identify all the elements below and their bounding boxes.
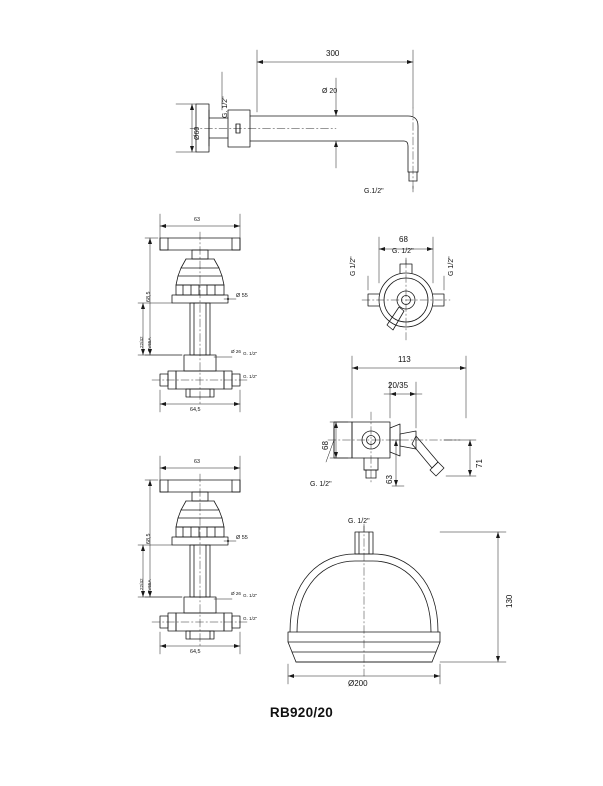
dim-valve-lower-wall-range: CV65A (147, 579, 152, 594)
dim-arm-inlet-thread: G. 1/2" (222, 96, 229, 118)
dim-diverter-lever-length: 71 (475, 459, 484, 468)
dim-valve-lower-depth-range: 22/42 (139, 578, 144, 590)
dim-valve-upper-thread-g: G. 1/2" (243, 351, 258, 356)
dim-diverter-lever-drop: 63 (385, 475, 394, 484)
drawing-title: RB920/20 (269, 705, 334, 720)
dim-arm-flange-diameter: Ø60 (194, 126, 201, 140)
dim-valve-lower-overall-width: 64,5 (190, 649, 201, 655)
dim-diverter-thread-right: G 1/2" (448, 256, 455, 276)
dim-diverter-side-width: 113 (398, 355, 411, 364)
dim-head-inlet-thread: G. 1/2" (348, 518, 370, 525)
dim-valve-upper-body-diameter: Ø 55 (236, 293, 248, 299)
dim-head-height: 130 (505, 594, 514, 608)
dim-valve-lower-thread-g-side: G. 1/2" (243, 616, 258, 621)
dim-valve-lower-height: 68,5 (146, 533, 152, 544)
dim-diverter-thread-top: G. 1/2" (392, 248, 414, 255)
dim-valve-lower-body-diameter: Ø 55 (236, 535, 248, 541)
dim-valve-upper-wall-range: CV65A (147, 337, 152, 352)
dim-valve-upper-overall-width: 64,5 (190, 407, 201, 413)
dim-valve-upper-thread-note: Ø 26 (231, 349, 241, 354)
dim-head-diameter: Ø200 (348, 679, 368, 688)
dim-diverter-spindle: 20/35 (388, 381, 409, 390)
dim-valve-lower-thread-note: Ø 26 (231, 591, 241, 596)
dim-arm-outlet-thread: G.1/2" (364, 188, 384, 195)
dim-arm-length: 300 (326, 49, 340, 58)
dim-diverter-thread-left: G 1/2" (350, 256, 357, 276)
dim-arm-tube-diameter: Ø 20 (322, 88, 338, 95)
dim-valve-lower-thread-g: G. 1/2" (243, 593, 258, 598)
dim-diverter-side-inlet-thread: G. 1/2" (310, 481, 332, 488)
dim-diverter-side-height: 68 (321, 441, 330, 450)
dim-valve-upper-thread-g-side: G. 1/2" (243, 374, 258, 379)
dim-valve-lower-handle-width: 63 (194, 459, 200, 465)
dim-valve-upper-height: 68,5 (146, 291, 152, 302)
dim-valve-upper-handle-width: 63 (194, 217, 200, 223)
dim-diverter-front-width: 68 (399, 235, 408, 244)
dim-valve-upper-depth-range: 22/42 (139, 336, 144, 348)
